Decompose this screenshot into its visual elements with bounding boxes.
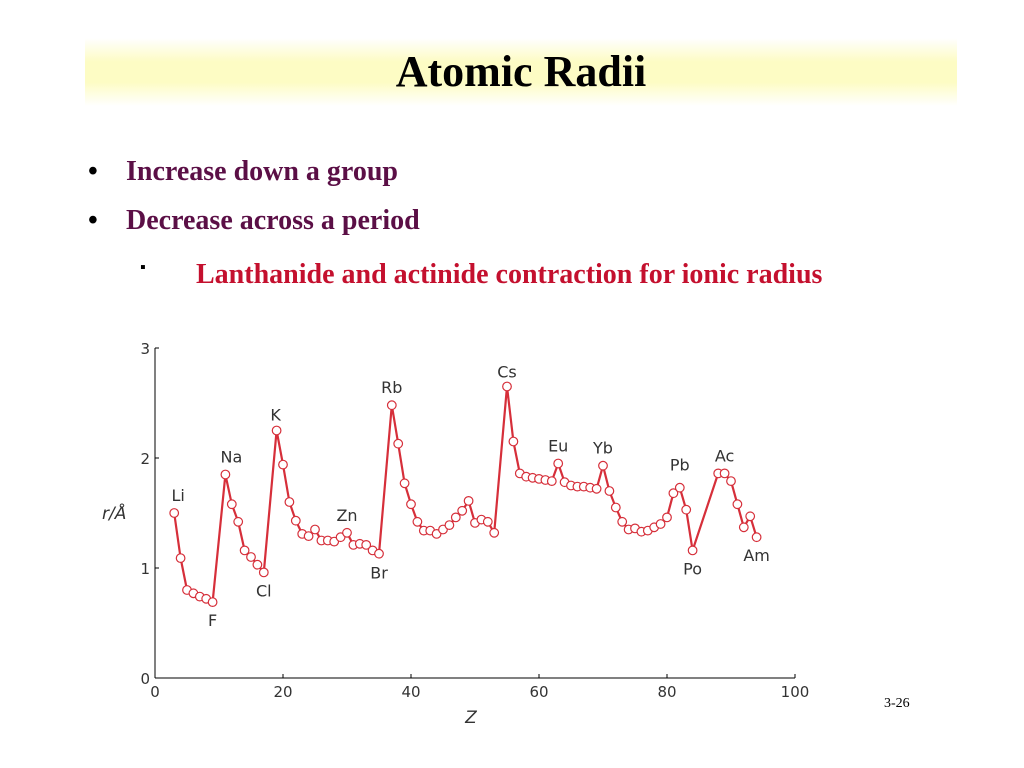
data-point: [445, 521, 454, 530]
x-tick-label: 60: [529, 683, 549, 701]
data-point: [176, 554, 185, 563]
x-tick-label: 20: [273, 683, 293, 701]
data-point: [464, 497, 473, 506]
y-tick-label: 0: [140, 670, 150, 688]
data-point: [618, 518, 627, 527]
title-band: [85, 38, 957, 106]
data-point: [343, 529, 352, 538]
data-point: [452, 513, 461, 522]
x-tick-label: 40: [401, 683, 421, 701]
data-point: [413, 518, 422, 527]
data-point: [170, 509, 179, 518]
data-point: [285, 498, 294, 507]
square-bullet-icon: ▪: [140, 259, 146, 276]
data-point: [612, 503, 621, 512]
data-point: [720, 469, 729, 478]
data-point: [247, 553, 256, 562]
element-annotation: Cs: [497, 362, 517, 382]
element-annotation: Br: [370, 563, 388, 583]
data-point: [740, 523, 749, 532]
data-point: [388, 401, 397, 410]
element-annotation: Cl: [255, 581, 272, 601]
data-point: [221, 470, 230, 479]
x-tick-label: 80: [657, 683, 677, 701]
data-point: [548, 477, 557, 486]
element-annotation: Li: [171, 486, 185, 505]
data-point: [676, 483, 685, 492]
data-point: [592, 485, 601, 494]
data-point: [752, 533, 761, 542]
data-point: [656, 520, 665, 529]
x-tick-label: 100: [780, 683, 810, 701]
data-point: [234, 518, 243, 527]
data-point: [599, 461, 608, 470]
bullet-dot-icon: •: [88, 205, 98, 236]
data-point: [304, 532, 313, 541]
data-point: [279, 460, 288, 469]
data-point: [458, 507, 467, 516]
data-point: [727, 477, 736, 486]
data-point: [394, 439, 403, 448]
element-annotation: Zn: [336, 505, 358, 525]
bullet-text: Decrease across a period: [126, 205, 420, 236]
data-point: [400, 479, 409, 488]
data-point: [484, 518, 493, 527]
element-annotation: K: [270, 405, 281, 425]
data-point: [375, 549, 384, 558]
element-annotation: Am: [743, 546, 770, 566]
element-annotation: Yb: [593, 438, 613, 458]
x-axis-label: Z: [465, 708, 477, 728]
data-point: [260, 568, 269, 577]
page-number: 3-26: [884, 696, 910, 711]
y-axis-label: r/Å: [102, 504, 127, 524]
bullet-text: Increase down a group: [126, 156, 399, 187]
data-point: [503, 382, 512, 391]
element-annotation: F: [207, 611, 218, 631]
data-point: [490, 529, 499, 538]
element-annotation: Po: [683, 559, 703, 579]
data-point: [240, 546, 249, 555]
data-point: [605, 487, 614, 496]
data-point: [509, 437, 518, 446]
data-point: [208, 598, 217, 607]
atomic-radius-chart: [102, 335, 830, 728]
sub-bullet-text: Lanthanide and actinide contraction for ionic radius: [196, 259, 823, 290]
data-point: [733, 500, 742, 509]
y-tick-label: 1: [140, 560, 150, 578]
data-point: [253, 560, 262, 569]
slide-title: Atomic Radii: [395, 47, 647, 96]
data-point: [554, 459, 563, 468]
data-point: [663, 513, 672, 522]
data-point: [407, 500, 416, 509]
data-point: [272, 426, 281, 435]
element-annotation: Na: [220, 447, 243, 467]
element-annotation: Ac: [714, 446, 735, 466]
x-tick-label: 0: [150, 683, 160, 701]
bullet-dot-icon: •: [88, 156, 98, 187]
element-annotation: Rb: [381, 378, 403, 398]
element-annotation: Pb: [669, 455, 690, 475]
data-point: [688, 546, 697, 555]
data-point: [311, 525, 320, 534]
data-point: [746, 512, 755, 521]
data-point: [682, 505, 691, 514]
data-point: [228, 500, 237, 509]
y-tick-label: 3: [140, 340, 150, 358]
data-point: [292, 516, 301, 525]
element-annotation: Eu: [548, 436, 569, 456]
y-tick-label: 2: [140, 450, 150, 468]
